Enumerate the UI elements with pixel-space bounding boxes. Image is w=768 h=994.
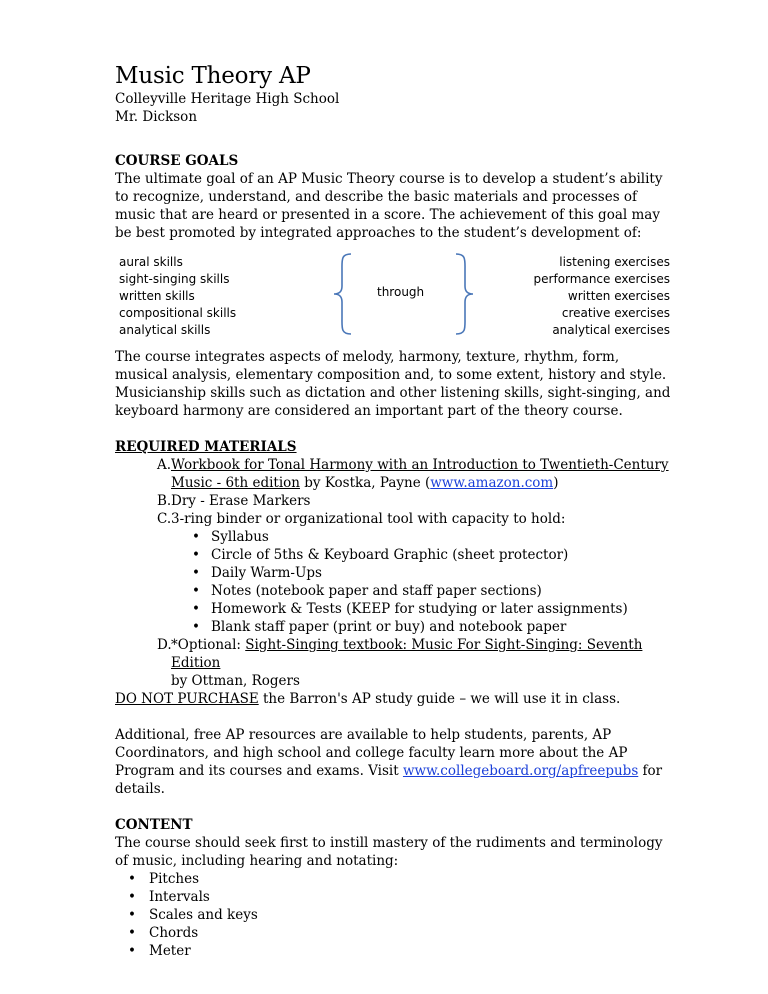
exercise-item: analytical exercises [552, 323, 670, 337]
amazon-link[interactable]: www.amazon.com [430, 475, 554, 491]
school-name: Colleyville Heritage High School [115, 91, 340, 107]
exercise-item: performance exercises [533, 272, 670, 286]
materials-list [115, 456, 675, 528]
skill-item: analytical skills [119, 323, 211, 337]
content-heading: CONTENT [115, 817, 193, 833]
exercise-item: listening exercises [559, 255, 670, 269]
skills-list [119, 254, 236, 339]
materials-heading: REQUIRED MATERIALS [115, 439, 297, 455]
exercise-item: written exercises [567, 289, 670, 303]
sight-singing-title: Sight-Singing textbook: Music For Sight-Singing: Seventh Edition [171, 637, 643, 671]
list-item: • Blank staff paper (print or buy) and notebook paper [115, 618, 675, 636]
list-item: • Homework & Tests (KEEP for studying or later assignments) [115, 600, 675, 618]
material-item-d: D. *Optional: Sight-Singing textbook: Music For Sight-Singing: Seventh Edition by Ottman, Rogers [157, 637, 643, 689]
list-item: • Notes (notebook paper and staff paper sections) [115, 582, 675, 600]
material-item-a: A. Workbook for Tonal Harmony with an Introduction to Twentieth-Century Music - 6th edition by Kostka, Payne (www.amazon.com) [157, 457, 669, 491]
course-goals-paragraph: The ultimate goal of an AP Music Theory course is to develop a student’s ability to recognize, understand, and describe the basic materials and processes of music that are heard or presented in a score. The achievement of this goal may be best promoted by integrated approaches to the student’s development of: [115, 171, 663, 241]
list-item: • Chords [115, 924, 675, 942]
skills-diagram [115, 252, 675, 337]
skill-item: compositional skills [119, 306, 237, 320]
list-item: • Intervals [115, 888, 675, 906]
skill-item: written skills [119, 289, 195, 303]
list-item: • Meter [115, 942, 675, 960]
page-title: Music Theory AP [115, 63, 311, 89]
exercise-item: creative exercises [561, 306, 670, 320]
list-item: • Pitches [115, 870, 675, 888]
list-item: • Circle of 5ths & Keyboard Graphic (sheet protector) [115, 546, 675, 564]
workbook-title-cont: Music - 6th edition [171, 475, 300, 491]
material-item-b: B. Dry - Erase Markers [157, 493, 311, 509]
exercises-list [534, 254, 670, 339]
binder-contents-list [115, 528, 675, 636]
list-item: • Scales and keys [115, 906, 675, 924]
material-item-c: C. 3-ring binder or organizational tool with capacity to hold: [157, 511, 566, 527]
skill-item: aural skills [119, 255, 183, 269]
collegeboard-link[interactable]: www.collegeboard.org/apfreepubs [402, 763, 639, 779]
content-paragraph: The course should seek first to instill mastery of the rudiments and terminology of music, including hearing and notating: [115, 835, 663, 869]
list-item: • Daily Warm-Ups [115, 564, 675, 582]
workbook-title: Workbook for Tonal Harmony with an Introduction to Twentieth-Century [171, 457, 669, 473]
course-goals-heading: COURSE GOALS [115, 153, 239, 169]
resources-paragraph: Additional, free AP resources are available to help students, parents, AP Coordinators, and high school and college faculty learn more about the AP Program and its courses and exams. Visit www.collegeboard.org/apfreepubs for details. [115, 727, 663, 797]
through-label: through [377, 285, 425, 299]
teacher-name: Mr. Dickson [115, 109, 198, 125]
do-not-purchase-note: DO NOT PURCHASE the Barron's AP study guide – we will use it in class. [115, 691, 621, 707]
rudiments-list [115, 870, 675, 960]
left-brace [331, 252, 353, 336]
document-page [115, 62, 675, 960]
right-brace [454, 252, 476, 336]
skill-item: sight-singing skills [119, 272, 230, 286]
list-item: • Syllabus [115, 528, 675, 546]
integration-paragraph: The course integrates aspects of melody, harmony, texture, rhythm, form, musical analysis, elementary composition and, to some extent, history and style. Musicianship skills such as dictation and other listening skills, sight-singing, and keyboard harmony are considered an important part of the theory course. [115, 349, 671, 419]
